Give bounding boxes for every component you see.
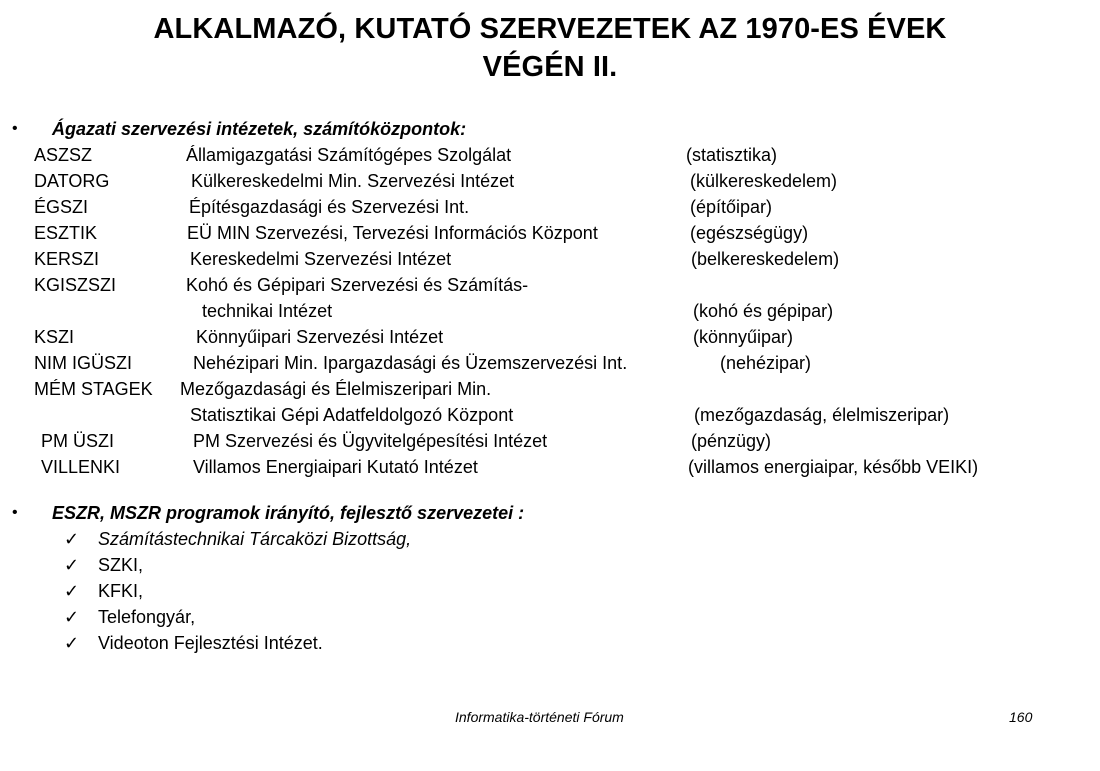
org-sector: (kohó és gépipar) [693, 301, 834, 321]
org-abbr: KSZI [34, 327, 75, 347]
section-2-heading-text: ESZR, MSZR programok irányító, fejlesztő szervezetei : [52, 503, 525, 523]
org-sector: (egészségügy) [690, 223, 809, 243]
org-abbr: ESZTIK [34, 223, 98, 243]
page-number: 160 [1009, 709, 1033, 725]
checklist-item-text: Telefongyár, [98, 607, 196, 627]
checklist-item-text: KFKI, [98, 581, 144, 601]
slide-title [0, 10, 1100, 86]
org-sector: (nehézipar) [720, 353, 812, 373]
checklist-item [0, 604, 1100, 630]
org-name: Statisztikai Gépi Adatfeldolgozó Központ [190, 405, 514, 425]
org-row [0, 428, 1100, 454]
org-sector: (külkereskedelem) [690, 171, 838, 191]
org-name: Könnyűipari Szervezési Intézet [196, 327, 444, 347]
org-name: technikai Intézet [202, 301, 333, 321]
checklist-item [0, 630, 1100, 656]
org-name: Külkereskedelmi Min. Szervezési Intézet [191, 171, 515, 191]
checkmark-icon: ✓ [64, 581, 80, 601]
bullet-icon: • [12, 504, 18, 521]
org-row [0, 246, 1100, 272]
org-abbr: ÉGSZI [34, 197, 89, 217]
org-sector: (statisztika) [686, 145, 778, 165]
org-abbr: MÉM STAGEK [34, 379, 153, 399]
org-row [0, 402, 1100, 428]
org-name: Kereskedelmi Szervezési Intézet [190, 249, 452, 269]
org-abbr: VILLENKI [41, 457, 121, 477]
checkmark-icon: ✓ [64, 555, 80, 575]
org-abbr: NIM IGÜSZI [34, 353, 132, 373]
bullet-icon: • [12, 120, 18, 137]
footer-text: Informatika-történeti Fórum [455, 709, 624, 725]
org-name: Nehézipari Min. Ipargazdasági és Üzemszervezési Int. [193, 353, 628, 373]
checklist-item-text: Számítástechnikai Tárcaközi Bizottság, [98, 529, 412, 549]
org-sector: (építőipar) [690, 197, 773, 217]
org-abbr: PM ÜSZI [41, 431, 115, 451]
org-name: EÜ MIN Szervezési, Tervezési Információs Központ [187, 223, 598, 243]
slide-title-line-2: VÉGÉN II. [482, 51, 618, 83]
section-1-heading-text: Ágazati szervezési intézetek, számítóközpontok: [52, 119, 467, 139]
org-name: Villamos Energiaipari Kutató Intézet [193, 457, 478, 477]
org-row [0, 324, 1100, 350]
org-row [0, 168, 1100, 194]
checklist-item [0, 578, 1100, 604]
org-abbr: KGISZSZI [34, 275, 117, 295]
org-abbr: ASZSZ [34, 145, 93, 165]
checklist-item-text: Videoton Fejlesztési Intézet. [98, 633, 323, 653]
org-row [0, 298, 1100, 324]
checkmark-icon: ✓ [64, 607, 80, 627]
checkmark-icon: ✓ [64, 633, 80, 653]
section-1-heading [0, 116, 1100, 142]
checklist-item [0, 526, 1100, 552]
org-abbr: KERSZI [34, 249, 100, 269]
org-row [0, 220, 1100, 246]
org-sector: (belkereskedelem) [691, 249, 840, 269]
org-name: Kohó és Gépipari Szervezési és Számítás- [186, 275, 529, 295]
checkmark-icon: ✓ [64, 529, 80, 549]
org-row [0, 454, 1100, 480]
org-name: Államigazgatási Számítógépes Szolgálat [186, 145, 512, 165]
org-sector: (pénzügy) [691, 431, 772, 451]
slide-title-line-1: ALKALMAZÓ, KUTATÓ SZERVEZETEK AZ 1970-ES ÉVEK [153, 13, 947, 45]
org-row [0, 142, 1100, 168]
org-name: Mezőgazdasági és Élelmiszeripari Min. [180, 379, 492, 399]
org-sector: (villamos energiaipar, később VEIKI) [688, 457, 979, 477]
org-row [0, 376, 1100, 402]
org-row [0, 350, 1100, 376]
org-sector: (könnyűipar) [693, 327, 794, 347]
org-abbr: DATORG [34, 171, 110, 191]
checklist-item-text: SZKI, [98, 555, 144, 575]
checklist-item [0, 552, 1100, 578]
section-2-heading [0, 500, 1100, 526]
org-sector: (mezőgazdaság, élelmiszeripar) [694, 405, 950, 425]
org-row [0, 194, 1100, 220]
org-row [0, 272, 1100, 298]
org-name: PM Szervezési és Ügyvitelgépesítési Intézet [193, 431, 548, 451]
org-name: Építésgazdasági és Szervezési Int. [189, 197, 470, 217]
